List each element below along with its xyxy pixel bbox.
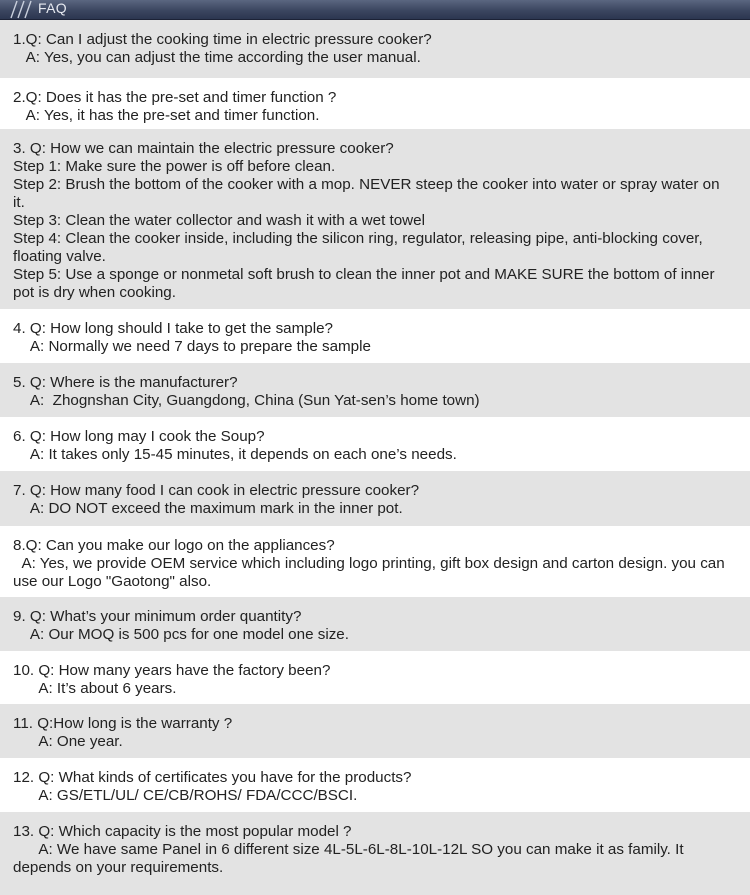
faq-item-5 <box>0 363 750 417</box>
faq-question: 11. Q:How long is the warranty ? <box>13 715 233 732</box>
faq-answer: A: One year. <box>13 733 123 750</box>
faq-question: 8.Q: Can you make our logo on the appliances? <box>13 537 335 554</box>
faq-answer: A: It takes only 15-45 minutes, it depends on each one’s needs. <box>13 446 457 463</box>
faq-question: 5. Q: Where is the manufacturer? <box>13 374 238 391</box>
faq-answer: A: Zhognshan City, Guangdong, China (Sun Yat-sen’s home town) <box>13 392 480 409</box>
faq-item-7 <box>0 471 750 526</box>
faq-question: 13. Q: Which capacity is the most popular model ? <box>13 823 352 840</box>
faq-answer: A: Yes, we provide OEM service which including logo printing, gift box design and carton design. you can use our Logo "Gaotong" also. <box>13 555 729 590</box>
faq-step-3: Step 3: Clean the water collector and wash it with a wet towel <box>13 212 425 229</box>
faq-question: 6. Q: How long may I cook the Soup? <box>13 428 265 445</box>
faq-answer: A: It’s about 6 years. <box>13 680 177 697</box>
faq-step-2: Step 2: Brush the bottom of the cooker with a mop. NEVER steep the cooker into water or spray water on it. <box>13 176 724 211</box>
faq-answer: A: GS/ETL/UL/ CE/CB/ROHS/ FDA/CCC/BSCI. <box>13 787 358 804</box>
faq-item-3 <box>0 129 750 309</box>
faq-item-2 <box>0 78 750 129</box>
faq-header-bar <box>0 0 750 20</box>
faq-item-6 <box>0 417 750 471</box>
faq-answer: A: Our MOQ is 500 pcs for one model one size. <box>13 626 349 643</box>
faq-list <box>0 20 750 895</box>
faq-answer: A: Normally we need 7 days to prepare the sample <box>13 338 371 355</box>
faq-item-13 <box>0 812 750 895</box>
faq-answer: A: Yes, it has the pre-set and timer function. <box>13 107 320 124</box>
faq-item-8 <box>0 526 750 597</box>
faq-item-12 <box>0 758 750 812</box>
faq-question: 2.Q: Does it has the pre-set and timer function ? <box>13 89 337 106</box>
faq-question: 9. Q: What’s your minimum order quantity? <box>13 608 302 625</box>
faq-item-10 <box>0 651 750 704</box>
faq-step-5: Step 5: Use a sponge or nonmetal soft brush to clean the inner pot and MAKE SURE the bottom of inner pot is dry when cooking. <box>13 266 719 301</box>
triple-slash-icon <box>5 0 35 19</box>
faq-question: 4. Q: How long should I take to get the sample? <box>13 320 333 337</box>
faq-item-1 <box>0 20 750 78</box>
faq-item-4 <box>0 309 750 363</box>
faq-item-9 <box>0 597 750 651</box>
faq-question: 7. Q: How many food I can cook in electric pressure cooker? <box>13 482 420 499</box>
faq-question: 3. Q: How we can maintain the electric pressure cooker? <box>13 140 394 157</box>
faq-answer: A: DO NOT exceed the maximum mark in the inner pot. <box>13 500 403 517</box>
faq-question: 12. Q: What kinds of certificates you have for the products? <box>13 769 412 786</box>
faq-step-4: Step 4: Clean the cooker inside, including the silicon ring, regulator, releasing pipe, anti-blocking cover, floating valve. <box>13 230 707 265</box>
faq-item-11 <box>0 704 750 758</box>
faq-title: FAQ <box>38 0 67 16</box>
faq-answer: A: We have same Panel in 6 different size 4L-5L-6L-8L-10L-12L SO you can make it as family. It depends on your requirements. <box>13 841 688 876</box>
faq-step-1: Step 1: Make sure the power is off before clean. <box>13 158 336 175</box>
faq-question: 1.Q: Can I adjust the cooking time in electric pressure cooker? <box>13 31 432 48</box>
faq-question: 10. Q: How many years have the factory been? <box>13 662 331 679</box>
faq-answer: A: Yes, you can adjust the time according the user manual. <box>13 49 421 66</box>
